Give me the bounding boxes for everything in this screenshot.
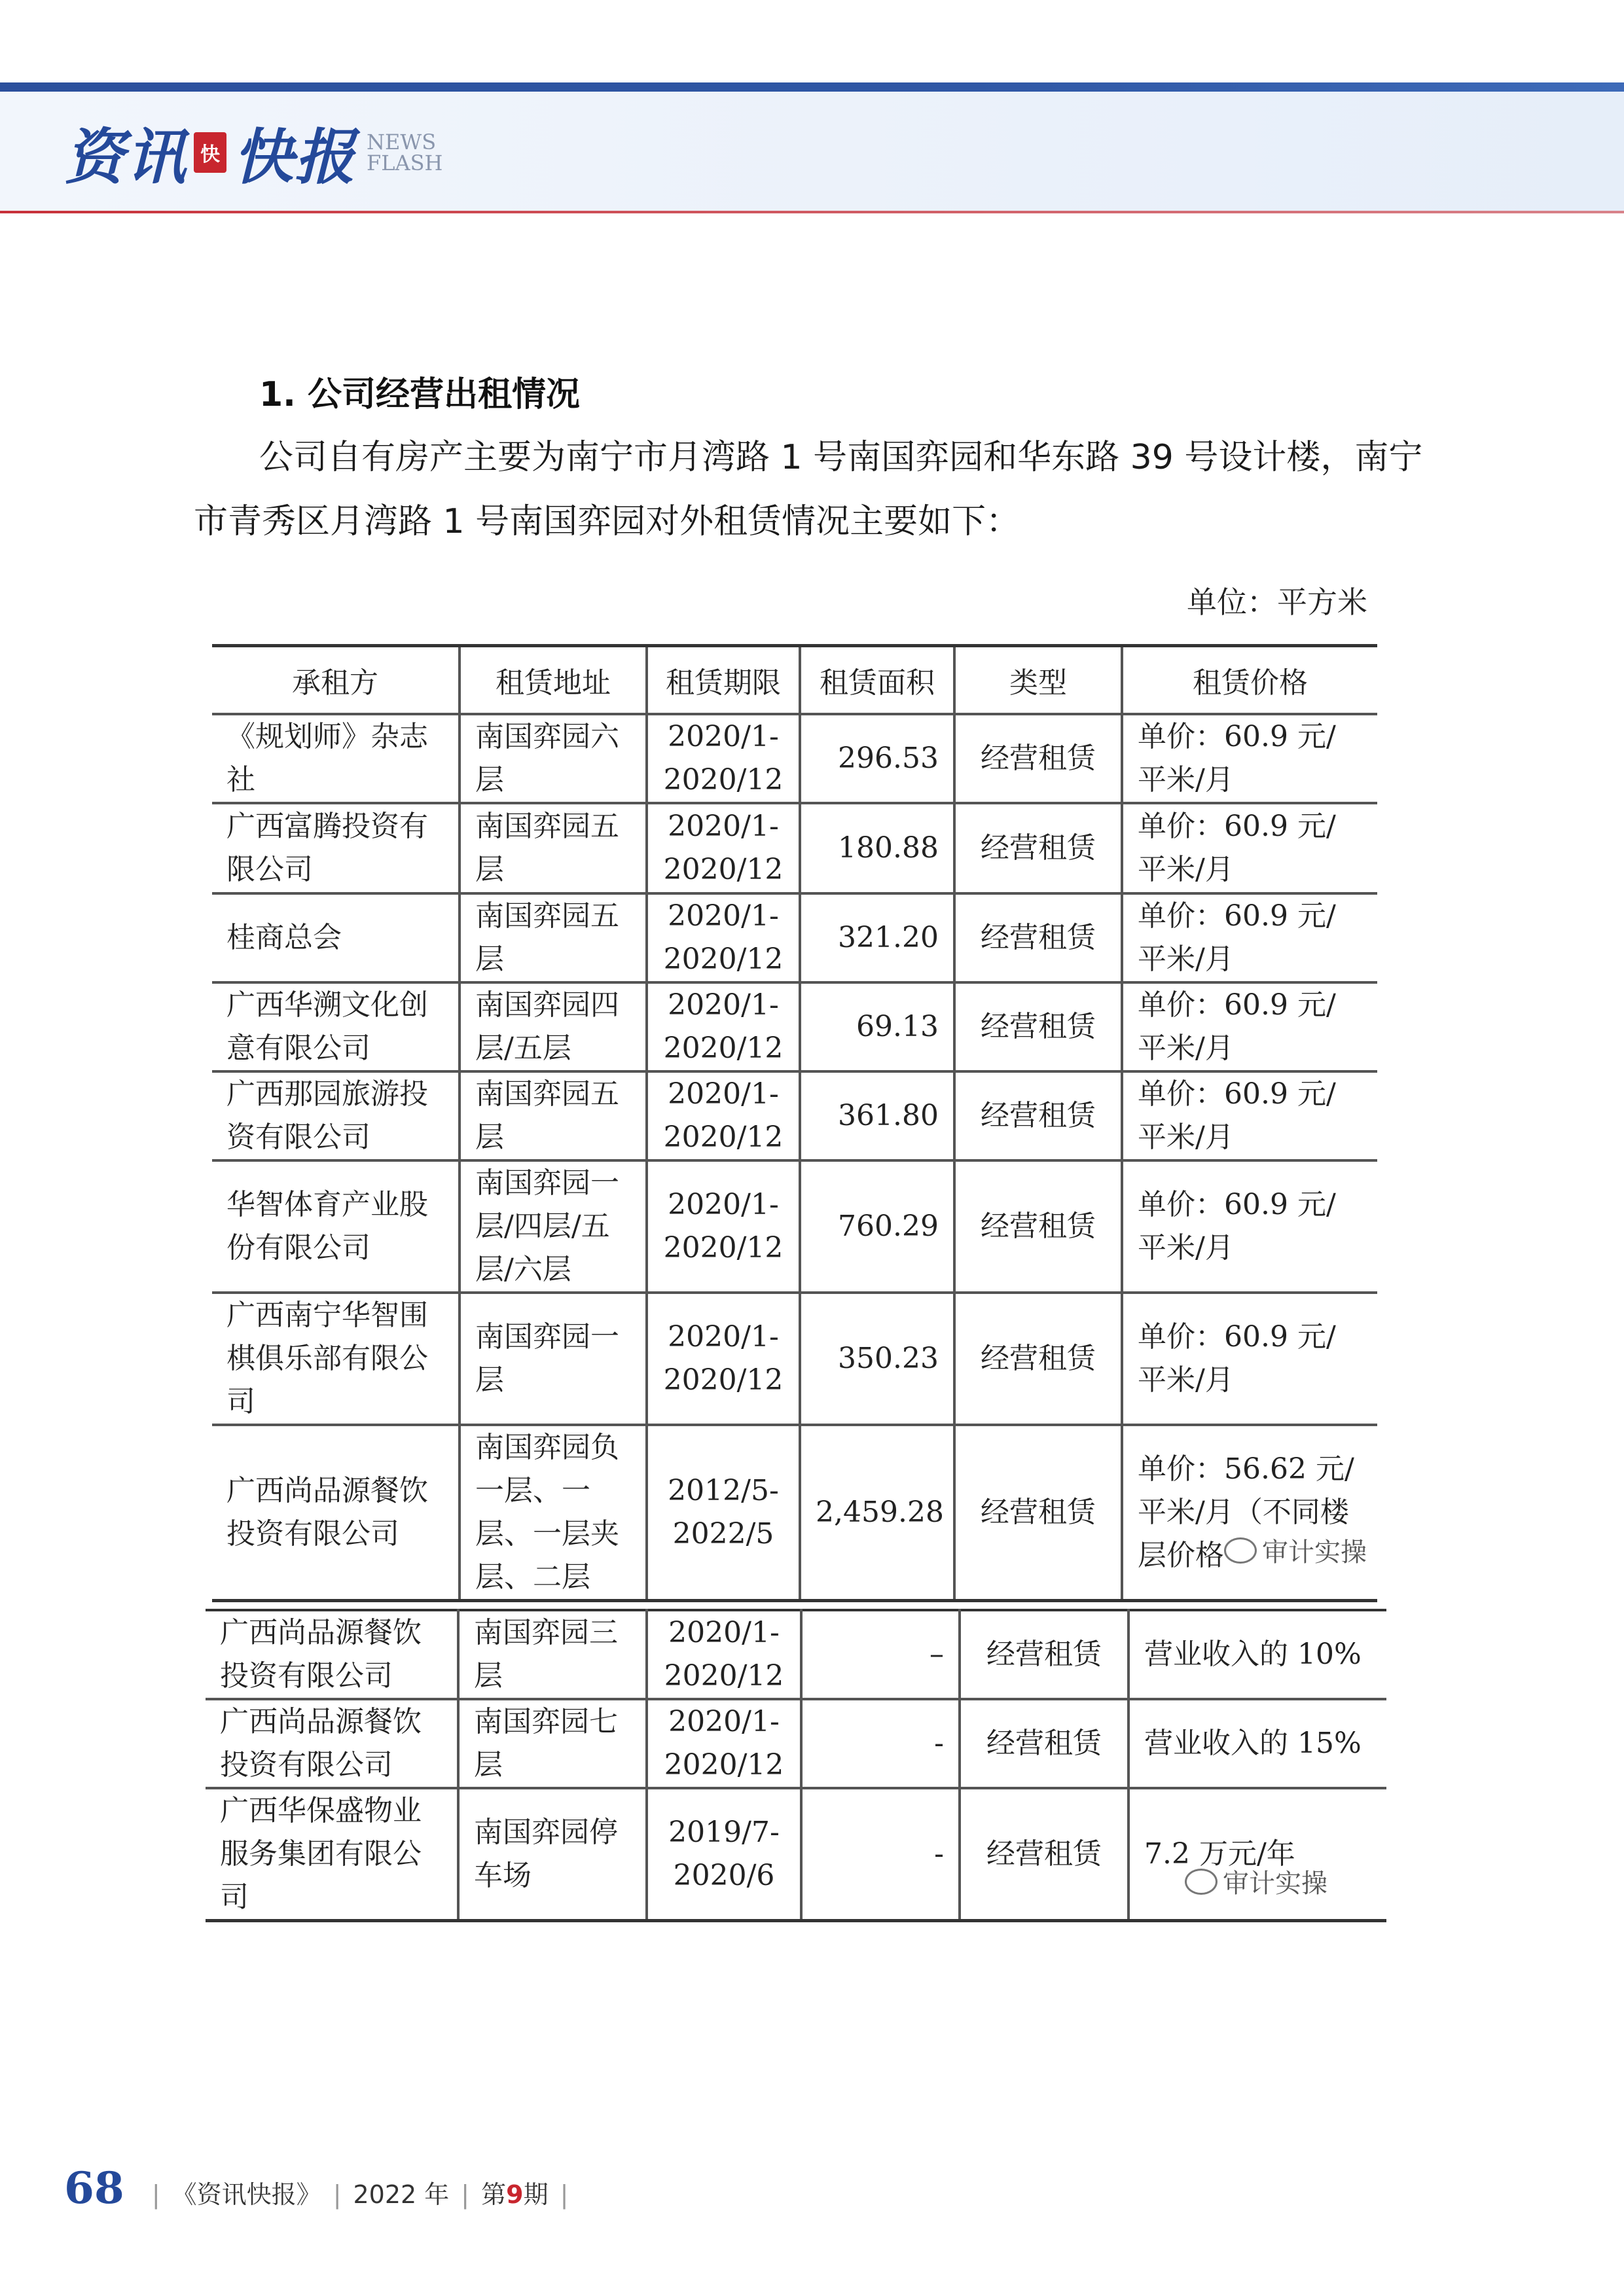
address-cell: 南国弈园五层 xyxy=(460,893,647,982)
address-cell: 南国弈园停车场 xyxy=(458,1788,647,1921)
period-cell: 2012/5-2022/5 xyxy=(647,1425,800,1601)
price-cell: 单价：60.9 元/平米/月 xyxy=(1122,1071,1377,1160)
watermark-1 xyxy=(1224,1532,1367,1569)
price-cell: 单价：60.9 元/平米/月 xyxy=(1122,1160,1377,1293)
tenant-cell: 桂商总会 xyxy=(212,893,460,982)
issue-suffix: 期 xyxy=(523,2180,549,2209)
table-row xyxy=(212,803,1377,893)
area-cell: 760.29 xyxy=(800,1160,954,1293)
table-row xyxy=(206,1610,1386,1699)
header-address: 租赁地址 xyxy=(460,646,647,714)
type-cell: 经营租赁 xyxy=(954,1293,1122,1425)
address-cell: 南国弈园五层 xyxy=(460,803,647,893)
address-cell: 南国弈园负一层、一层、一层夹层、二层 xyxy=(460,1425,647,1601)
area-cell: – xyxy=(801,1610,960,1699)
type-cell: 经营租赁 xyxy=(960,1610,1128,1699)
area-cell: - xyxy=(801,1788,960,1921)
footer-separator: | xyxy=(333,2180,342,2209)
price-cell: 7.2 万元/年 xyxy=(1128,1788,1386,1921)
address-cell: 南国弈园七层 xyxy=(458,1699,647,1788)
footer-separator: | xyxy=(560,2180,569,2209)
page-number: 68 xyxy=(64,2162,124,2214)
price-cell: 单价：60.9 元/平米/月 xyxy=(1122,982,1377,1071)
period-cell: 2020/1-2020/12 xyxy=(647,1293,800,1425)
wechat-icon xyxy=(1185,1869,1218,1895)
type-cell: 经营租赁 xyxy=(954,982,1122,1071)
address-cell: 南国弈园四层/五层 xyxy=(460,982,647,1071)
header-top-bar xyxy=(0,82,1624,92)
price-cell: 营业收入的 10% xyxy=(1128,1610,1386,1699)
area-cell: - xyxy=(801,1699,960,1788)
intro-paragraph: 公司自有房产主要为南宁市月湾路 1 号南国弈园和华东路 39 号设计楼，南宁市青秀区月湾路 1 号南国弈园对外租赁情况主要如下： xyxy=(194,438,1423,541)
brand-part2: 快报 xyxy=(233,122,357,192)
table-row xyxy=(212,1425,1377,1601)
publication-year: 2022 年 xyxy=(353,2180,450,2209)
price-cell: 单价：60.9 元/平米/月 xyxy=(1122,893,1377,982)
tenant-cell: 广西富腾投资有限公司 xyxy=(212,803,460,893)
news-text: NEWS xyxy=(367,130,437,154)
price-cell: 单价：60.9 元/平米/月 xyxy=(1122,803,1377,893)
tenant-cell: 广西尚品源餐饮投资有限公司 xyxy=(206,1699,458,1788)
period-cell: 2019/7-2020/6 xyxy=(647,1788,801,1921)
wechat-icon xyxy=(1224,1537,1257,1564)
tenant-cell: 华智体育产业股份有限公司 xyxy=(212,1160,460,1293)
period-cell: 2020/1-2020/12 xyxy=(647,714,800,803)
price-cell: 单价：60.9 元/平米/月 xyxy=(1122,714,1377,803)
period-cell: 2020/1-2020/12 xyxy=(647,803,800,893)
area-cell: 350.23 xyxy=(800,1293,954,1425)
tenant-cell: 广西南宁华智围棋俱乐部有限公司 xyxy=(212,1293,460,1425)
price-cell: 单价：60.9 元/平米/月 xyxy=(1122,1293,1377,1425)
type-cell: 经营租赁 xyxy=(954,1425,1122,1601)
footer-separator: | xyxy=(151,2180,160,2209)
area-cell: 361.80 xyxy=(800,1071,954,1160)
table-row xyxy=(212,982,1377,1071)
header-rule xyxy=(0,211,1624,213)
table-row xyxy=(206,1699,1386,1788)
header-area: 租赁面积 xyxy=(800,646,954,714)
table-row xyxy=(212,1160,1377,1293)
lease-table-part1 xyxy=(212,644,1377,1602)
tenant-cell: 广西尚品源餐饮投资有限公司 xyxy=(206,1610,458,1699)
table-row xyxy=(212,714,1377,803)
type-cell: 经营租赁 xyxy=(954,714,1122,803)
type-cell: 经营租赁 xyxy=(960,1699,1128,1788)
table-row xyxy=(212,1071,1377,1160)
header-type: 类型 xyxy=(954,646,1122,714)
address-cell: 南国弈园六层 xyxy=(460,714,647,803)
period-cell: 2020/1-2020/12 xyxy=(647,1610,801,1699)
type-cell: 经营租赁 xyxy=(954,1160,1122,1293)
type-cell: 经营租赁 xyxy=(954,803,1122,893)
header-tenant: 承租方 xyxy=(212,646,460,714)
period-cell: 2020/1-2020/12 xyxy=(647,1071,800,1160)
watermark-2 xyxy=(1185,1863,1327,1900)
address-cell: 南国弈园一层/四层/五层/六层 xyxy=(460,1160,647,1293)
unit-label: 单位：平方米 xyxy=(1187,584,1367,620)
price-cell: 单价：56.62 元/平米/月（不同楼层价格 xyxy=(1122,1425,1377,1601)
period-cell: 2020/1-2020/12 xyxy=(647,893,800,982)
section-title: 1. 公司经营出租情况 xyxy=(259,375,581,414)
news-flash-label xyxy=(367,132,442,173)
header-period: 租赁期限 xyxy=(647,646,800,714)
area-cell: 69.13 xyxy=(800,982,954,1071)
tenant-cell: 广西那园旅游投资有限公司 xyxy=(212,1071,460,1160)
type-cell: 经营租赁 xyxy=(960,1788,1128,1921)
area-cell: 296.53 xyxy=(800,714,954,803)
period-cell: 2020/1-2020/12 xyxy=(647,982,800,1071)
watermark-text: 审计实操 xyxy=(1223,1869,1327,1899)
watermark-text: 审计实操 xyxy=(1262,1537,1367,1568)
table-row xyxy=(206,1788,1386,1921)
publication-name: 《资讯快报》 xyxy=(171,2180,321,2209)
type-cell: 经营租赁 xyxy=(954,893,1122,982)
seal-icon: 快 xyxy=(194,132,226,173)
tenant-cell: 《规划师》杂志社 xyxy=(212,714,460,803)
address-cell: 南国弈园三层 xyxy=(458,1610,647,1699)
footer-separator: | xyxy=(461,2180,470,2209)
issue-number: 9 xyxy=(506,2180,524,2209)
price-cell: 营业收入的 15% xyxy=(1128,1699,1386,1788)
area-cell: 2,459.28 xyxy=(800,1425,954,1601)
tenant-cell: 广西尚品源餐饮投资有限公司 xyxy=(212,1425,460,1601)
flash-text: FLASH xyxy=(367,151,443,175)
area-cell: 321.20 xyxy=(800,893,954,982)
header-price: 租赁价格 xyxy=(1122,646,1377,714)
tenant-cell: 广西华保盛物业服务集团有限公司 xyxy=(206,1788,458,1921)
period-cell: 2020/1-2020/12 xyxy=(647,1160,800,1293)
type-cell: 经营租赁 xyxy=(954,1071,1122,1160)
page-footer xyxy=(64,2162,580,2214)
address-cell: 南国弈园五层 xyxy=(460,1071,647,1160)
area-cell: 180.88 xyxy=(800,803,954,893)
brand-part1: 资讯 xyxy=(64,122,188,192)
table-row xyxy=(212,1293,1377,1425)
address-cell: 南国弈园一层 xyxy=(460,1293,647,1425)
tenant-cell: 广西华溯文化创意有限公司 xyxy=(212,982,460,1071)
table-row xyxy=(212,893,1377,982)
period-cell: 2020/1-2020/12 xyxy=(647,1699,801,1788)
brand-logo xyxy=(64,117,443,192)
issue-prefix: 第 xyxy=(481,2180,507,2209)
